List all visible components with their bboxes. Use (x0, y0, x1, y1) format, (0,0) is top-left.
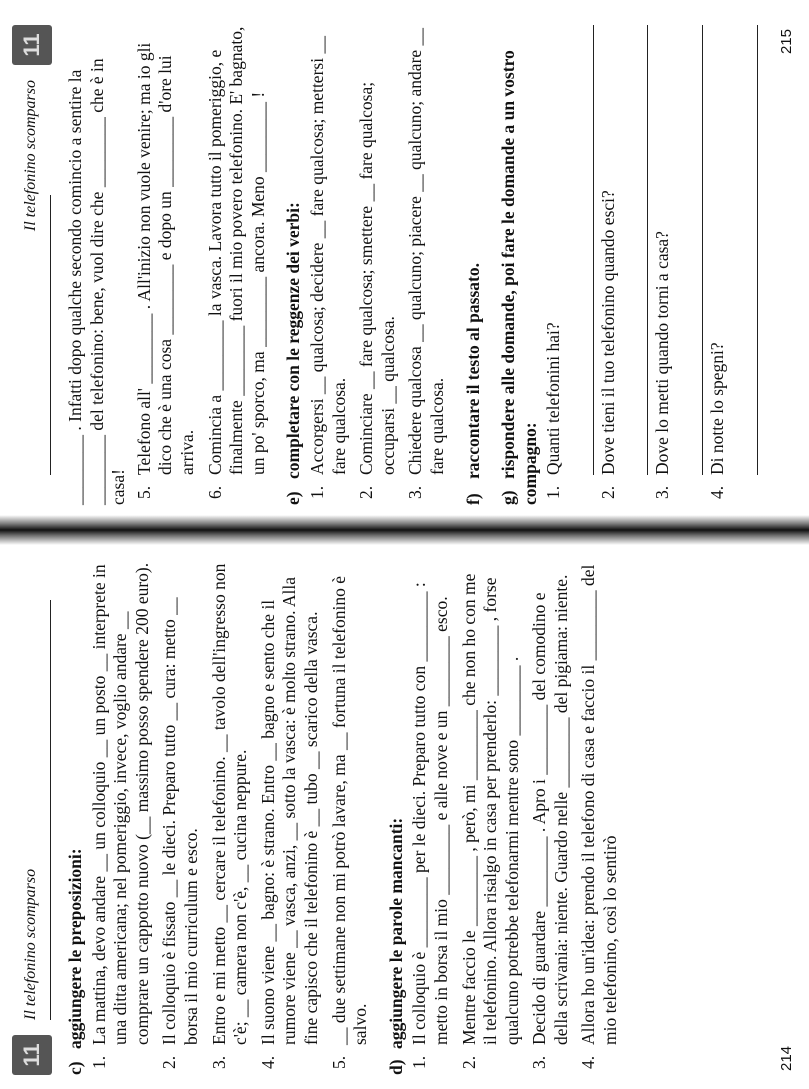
exercise-item (543, 25, 565, 505)
exercise-instruction: rispondere alle domande, poi fare le domande a un vostro compagno: (498, 50, 540, 505)
page-number: 214 (778, 1045, 795, 1071)
item-text: Cominciare __ fare qualcosa; smettere __ fare qualcosa; occuparsi __ qualcosa. (356, 81, 398, 475)
answer-line[interactable] (680, 25, 703, 475)
item-text: Allora ho un'idea: prendo il telefono di casa e faccio il ________ del mio telefonino, così lo sentirò (578, 564, 621, 1045)
exercise-letter: g) (498, 490, 519, 505)
item-text: Telefono all' ________ . All'inizio non vuole venire; ma io gli dico che è una cosa ________ e dopo un ________ d'ore lui arriva. (133, 42, 197, 475)
item-text: Il colloquio è fissato __ le dieci. Preparo tutto __ cura: metto __ borsa il mio curriculum e esco. (159, 597, 201, 1045)
exercise-item (356, 25, 399, 505)
header-title: Il telefonino scomparso (22, 868, 39, 1020)
exercise-list (307, 25, 449, 505)
exercise-item (134, 25, 199, 505)
exercise-section (498, 25, 758, 505)
answer-line[interactable] (625, 25, 648, 475)
header-rule (50, 600, 51, 1020)
exercise-item (598, 25, 620, 505)
exercise-title (65, 560, 87, 1075)
item-text: Comincia a ________ la vasca. Lavora tutto il pomeriggio, e finalmente ________ fuori il mio povero telefonino. E' bagnato, un po' sporco, ma ________ ancora. Meno ________ ! (204, 26, 268, 475)
answer-line[interactable] (571, 25, 594, 475)
continuation-text: ________ . Infatti dopo qualche secondo comincio a sentire la ________ del telefonino: bene, vuol dire che ________ che è in casa! (65, 58, 129, 505)
exercise-letter: f) (462, 493, 483, 505)
item-number: 1. (88, 1055, 109, 1069)
item-number: 2. (159, 1055, 180, 1069)
item-number: 6. (204, 485, 225, 499)
item-text: Accorgersi __ qualcosa; decidere __ fare qualcosa; mettersi __ fare qualcosa. (306, 36, 349, 475)
header-title: Il telefonino scomparso (22, 80, 39, 232)
exercise-instruction: aggiungere le parole mancanti: (385, 817, 406, 1049)
exercise-title (283, 25, 305, 505)
item-number: 1. (543, 485, 564, 499)
item-text: Entro e mi metto __ cercare il telefonino. __ tavolo dell'ingresso non c'è; __ camera non c'è, __ cucina neppure. (208, 563, 251, 1045)
exercise-title (498, 25, 541, 505)
exercise-title (386, 560, 408, 1075)
exercise-item (578, 560, 621, 1075)
page-body (65, 25, 772, 505)
item-text: La mattina, devo andare __ un colloquio __ un posto __ interprete in una ditta americana; nel pomeriggio, invece, voglio andare __ comprare un cappotto nuovo (__ massimo posso spendere 200 euro). (88, 562, 152, 1045)
item-number: 2. (458, 1055, 479, 1069)
unit-badge: 11 (12, 1035, 52, 1075)
exercise-list (89, 560, 372, 1075)
answer-line[interactable] (735, 25, 758, 475)
exercise-instruction: aggiungere le preposizioni: (65, 848, 85, 1049)
page-body (65, 560, 636, 1075)
exercise-item (307, 25, 350, 505)
page-header (10, 25, 58, 505)
item-text: Il suono viene __ bagno: è strano. Entro __ bagno e sento che il rumore viene __ vasca, anzi, __ sotto la vasca: è molto strano. Alla fine capisco che il telefonino è __ tubo __ scarico della vasca. (257, 577, 321, 1045)
item-number: 3. (652, 485, 673, 499)
page-214 (10, 560, 800, 1075)
exercise-section (65, 560, 372, 1075)
exercise-letter: e) (283, 491, 304, 505)
item-number: 5. (133, 485, 154, 499)
item-number: 4. (578, 1055, 599, 1069)
item-text: Chiedere qualcosa __ qualcuno; piacere __ qualcuno; andare __ fare qualcosa. (405, 27, 447, 475)
exercise-section (463, 25, 485, 505)
exercise-letter: d) (385, 1059, 406, 1075)
item-number: 1. (306, 485, 327, 499)
item-number: 4. (257, 1055, 278, 1069)
item-number: 1. (409, 1055, 430, 1069)
item-text: Il colloquio è ________ per le dieci. Preparo tutto con ________ : metto in borsa il mio ________ e alle nove e un ________ esco. (409, 582, 451, 1045)
exercise-item (707, 25, 729, 505)
exercise-item (409, 560, 452, 1075)
item-number: 3. (529, 1055, 550, 1069)
exercise-instruction: raccontare il testo al passato. (462, 263, 483, 479)
item-text: __ due settimane non mi potrò lavare, ma __ fortuna il telefonino è salvo. (328, 576, 371, 1045)
exercise-item (205, 25, 270, 505)
page-header (10, 560, 58, 1075)
item-text: Di notte lo spegni? (707, 342, 728, 475)
exercise-title (463, 25, 485, 505)
item-number: 2. (597, 485, 618, 499)
exercise-section (283, 25, 448, 505)
exercise-item (159, 560, 202, 1075)
exercise-item (652, 25, 674, 505)
exercise-item (459, 560, 524, 1075)
item-text: Decido di guardare ________ . Apro i ________ del comodino e della scrivania: niente. Guardo nelle ________ del pigiama: niente. (529, 574, 571, 1045)
item-number: 2. (356, 485, 377, 499)
item-text: Quanti telefonini hai? (543, 322, 564, 475)
exercise-section (386, 560, 622, 1075)
book-gutter (0, 515, 809, 545)
page-215 (10, 25, 800, 505)
exercise-item (209, 560, 252, 1075)
exercise-letter: c) (65, 1061, 85, 1075)
item-text: Dove lo metti quando torni a casa? (652, 231, 673, 475)
item-number: 3. (405, 485, 426, 499)
item-text: Dove tieni il tuo telefonino quando esci? (597, 190, 618, 475)
exercise-item (258, 560, 323, 1075)
page-number: 215 (778, 29, 795, 55)
exercise-item (529, 560, 572, 1075)
exercise-list (543, 25, 757, 505)
exercise-instruction: completare con le reggenze dei verbi: (283, 202, 304, 479)
exercise-item (329, 560, 372, 1075)
exercise-list (134, 25, 270, 505)
item-text: Mentre faccio le ________ , però, mi ________ che non ho con me il telefonino. Allora risalgo in casa per prenderlo: ________ , forse qualcuno potrebbe telefonarmi mentre sono ________ . (458, 573, 522, 1045)
item-number: 4. (707, 485, 728, 499)
unit-badge: 11 (12, 25, 52, 65)
continuation (65, 25, 269, 505)
item-number: 3. (208, 1055, 229, 1069)
exercise-item (405, 25, 448, 505)
exercise-list (409, 560, 621, 1075)
exercise-item (89, 560, 154, 1075)
header-rule (50, 195, 51, 475)
item-number: 5. (328, 1055, 349, 1069)
